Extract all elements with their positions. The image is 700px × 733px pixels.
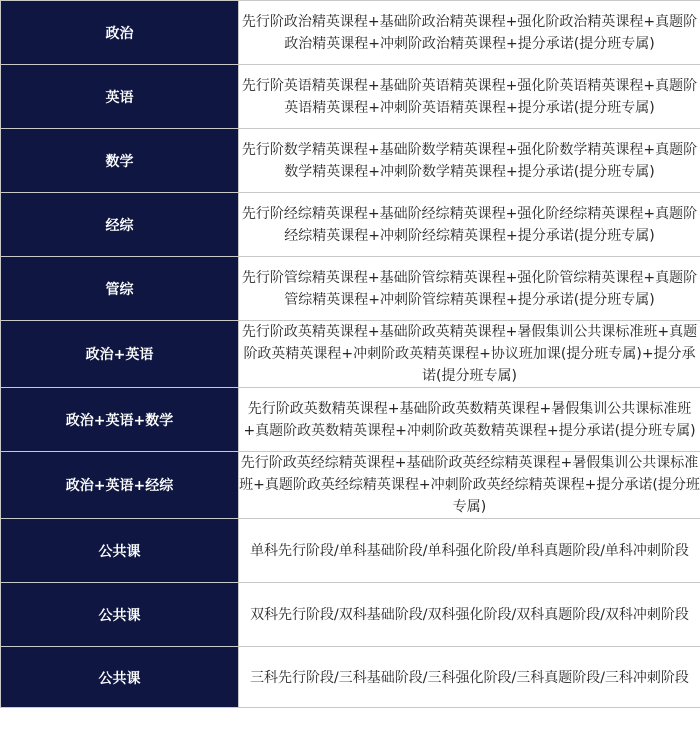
content-cell: 先行阶政英经综精英课程+基础阶政英经综精英课程+暑假集训公共课标准班+真题阶政英经综精英课程+冲刺阶政英经综精英课程+提分承诺(提分班专属) [239,452,700,519]
table-row [1,257,700,321]
subject-cell: 公共课 [1,583,239,647]
content-cell: 三科先行阶段/三科基础阶段/三科强化阶段/三科真题阶段/三科冲刺阶段 [239,647,700,710]
content-cell: 先行阶英语精英课程+基础阶英语精英课程+强化阶英语精英课程+真题阶英语精英课程+冲刺阶英语精英课程+提分承诺(提分班专属) [239,65,700,129]
subject-cell: 政治 [1,1,239,65]
table-row [1,193,700,257]
subject-cell: 公共课 [1,519,239,583]
subject-cell: 公共课 [1,647,239,710]
table-row [1,1,700,65]
content-cell: 先行阶经综精英课程+基础阶经综精英课程+强化阶经综精英课程+真题阶经综精英课程+冲刺阶经综精英课程+提分承诺(提分班专属) [239,193,700,257]
content-cell: 先行阶政英精英课程+基础阶政英精英课程+暑假集训公共课标准班+真题阶政英精英课程+冲刺阶政英精英课程+协议班加课(提分班专属)+提分承诺(提分班专属) [239,321,700,388]
table-row [1,321,700,388]
content-cell: 单科先行阶段/单科基础阶段/单科强化阶段/单科真题阶段/单科冲刺阶段 [239,519,700,583]
content-cell: 先行阶管综精英课程+基础阶管综精英课程+强化阶管综精英课程+真题阶管综精英课程+冲刺阶管综精英课程+提分承诺(提分班专属) [239,257,700,321]
table-row [1,388,700,452]
subject-cell: 政治+英语 [1,321,239,388]
subject-cell: 英语 [1,65,239,129]
table-row [1,65,700,129]
subject-cell: 经综 [1,193,239,257]
content-cell: 先行阶数学精英课程+基础阶数学精英课程+强化阶数学精英课程+真题阶数学精英课程+冲刺阶数学精英课程+提分承诺(提分班专属) [239,129,700,193]
subject-cell: 政治+英语+经综 [1,452,239,519]
table-row [1,583,700,647]
table-row [1,452,700,519]
subject-cell: 数学 [1,129,239,193]
bottom-empty-row [0,707,700,733]
table-row [1,519,700,583]
table-row [1,129,700,193]
content-cell: 先行阶政治精英课程+基础阶政治精英课程+强化阶政治精英课程+真题阶政治精英课程+冲刺阶政治精英课程+提分承诺(提分班专属) [239,1,700,65]
content-cell: 先行阶政英数精英课程+基础阶政英数精英课程+暑假集训公共课标准班+真题阶政英数精英课程+冲刺阶政英数精英课程+提分承诺(提分班专属) [239,388,700,452]
table-row [1,647,700,710]
subject-cell: 政治+英语+数学 [1,388,239,452]
content-cell: 双科先行阶段/双科基础阶段/双科强化阶段/双科真题阶段/双科冲刺阶段 [239,583,700,647]
subject-cell: 管综 [1,257,239,321]
